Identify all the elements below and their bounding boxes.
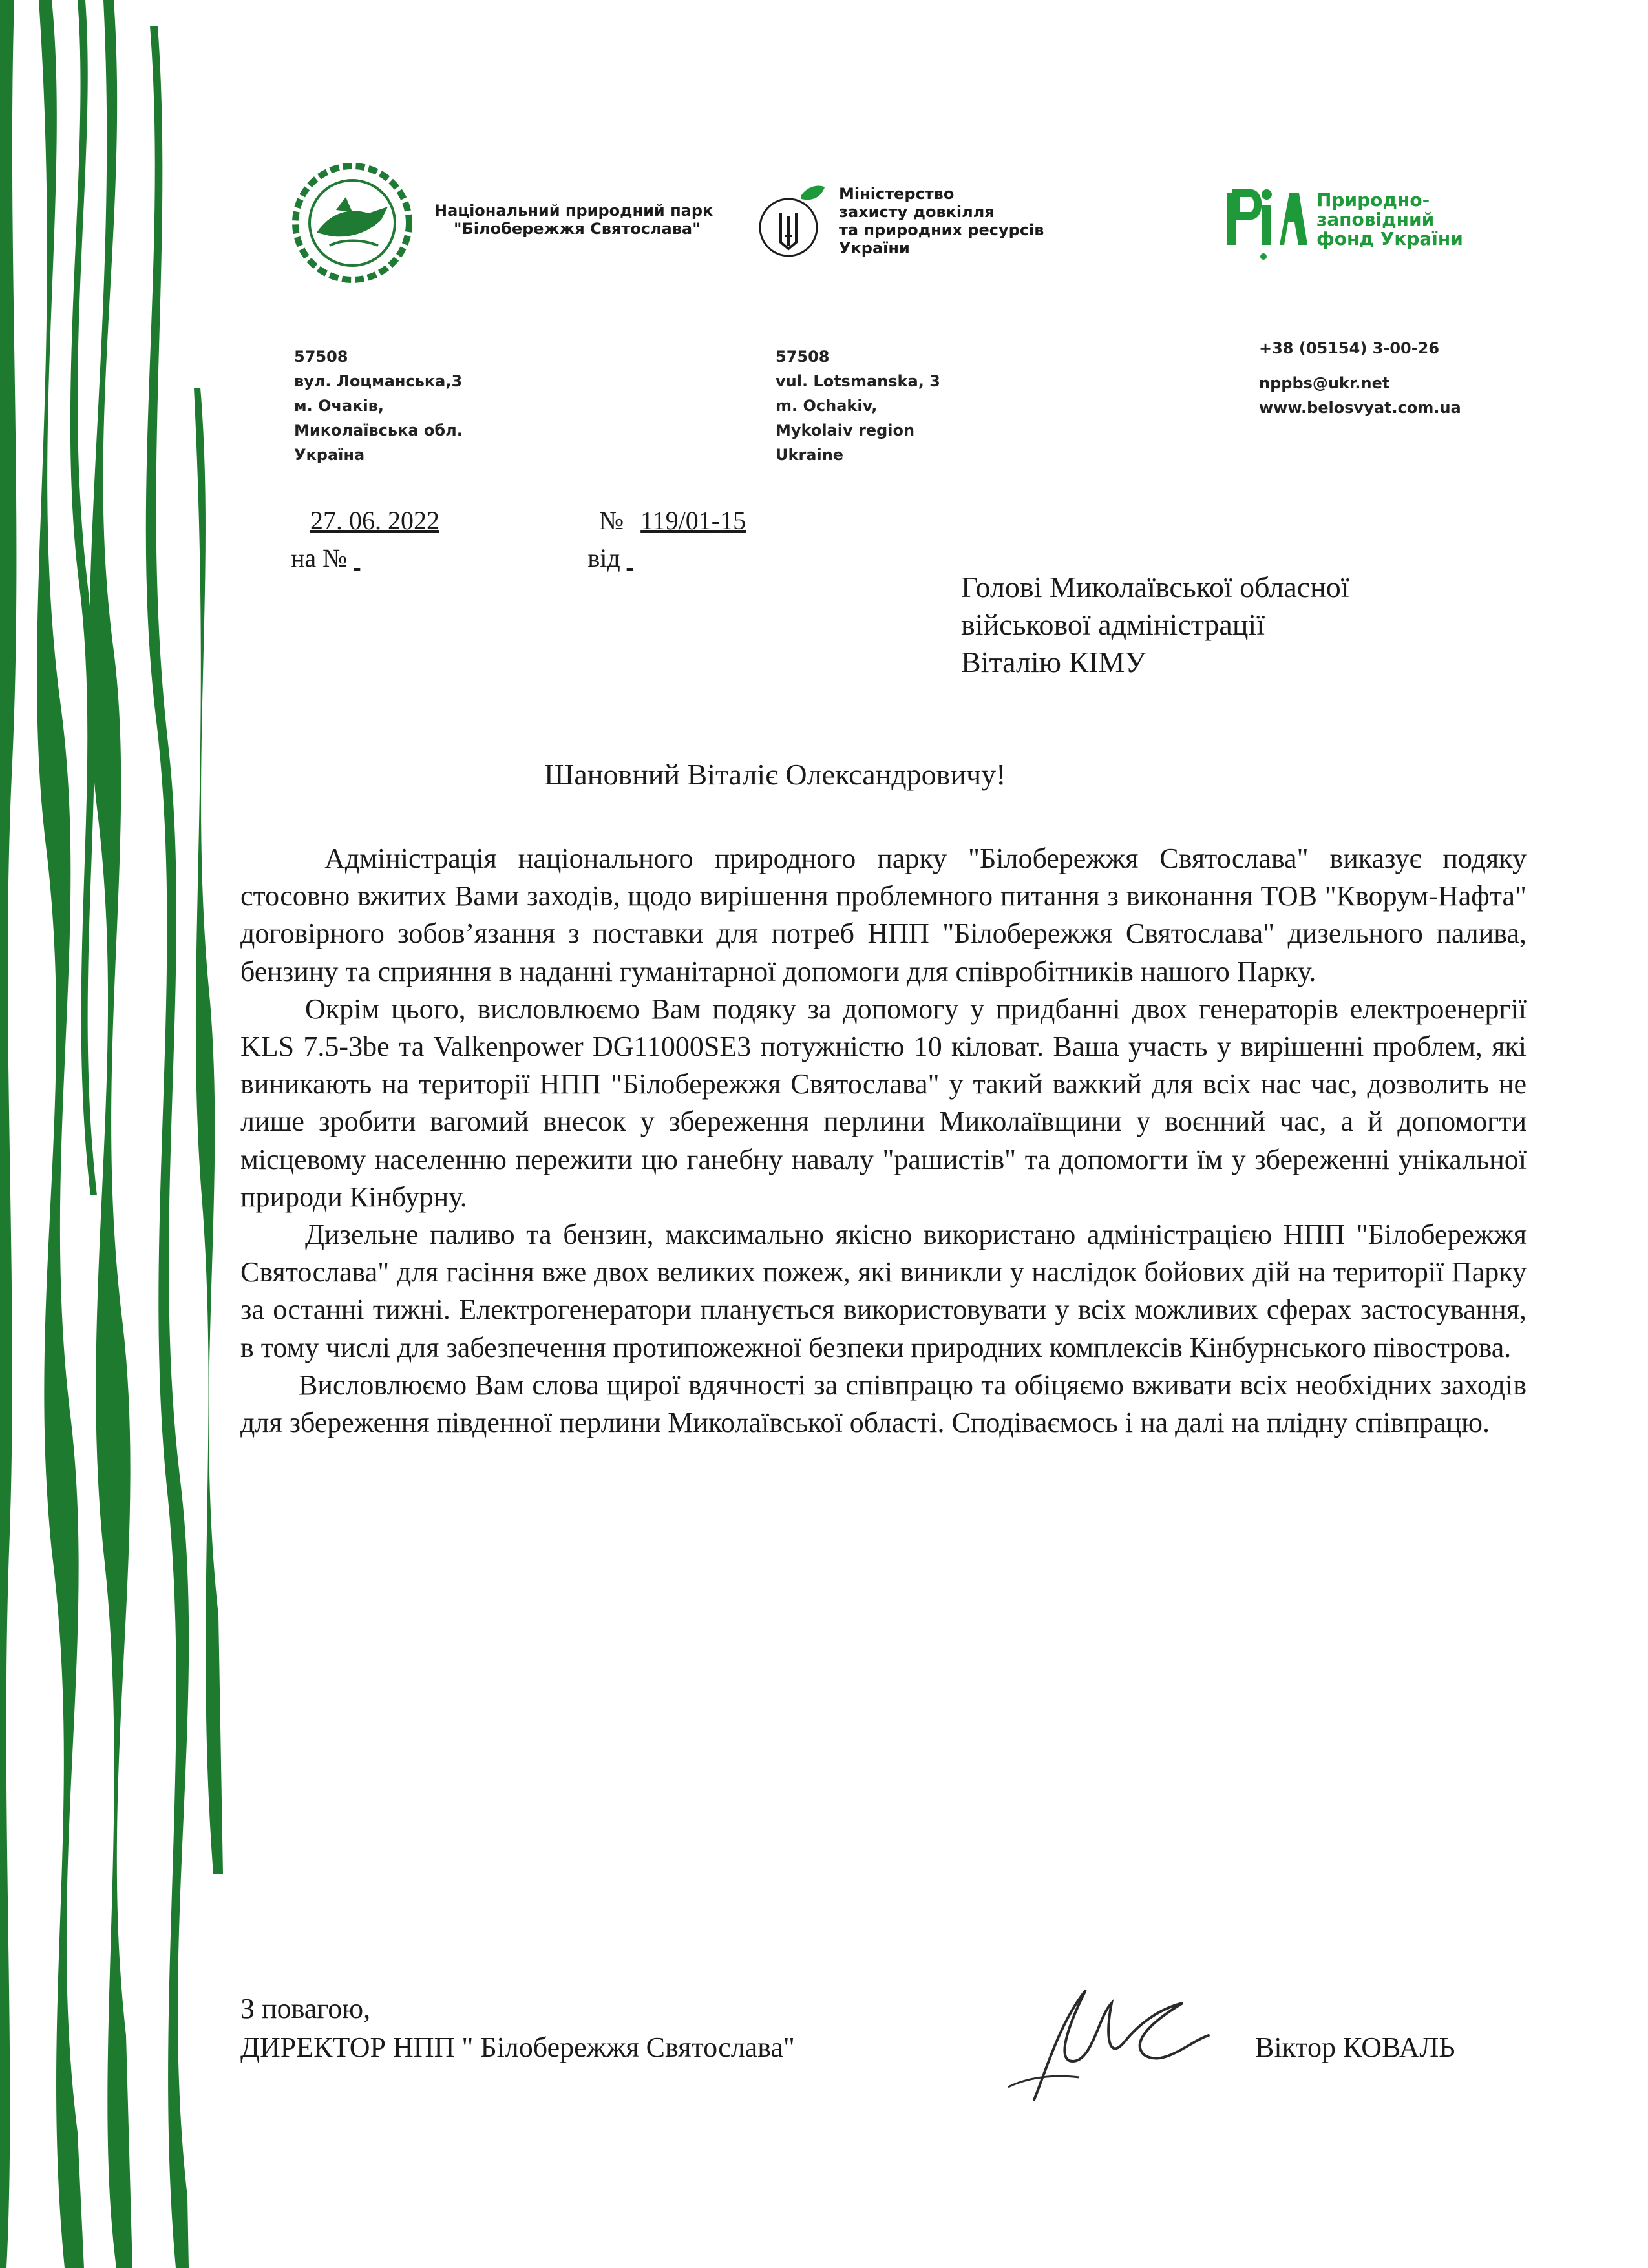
pzf-line3: фонд України	[1316, 228, 1463, 249]
address-en-line: m. Ochakiv,	[776, 397, 878, 415]
paragraph: Адміністрація національного природного парку "Білобережжя Святослава" виказує подяку стосовно вжитих Вами заходів, щодо вирішення проблемного питання з виконання ТОВ "Кворум-Нафта" договірного зобов’язання з поставки для потреб НПП "Білобережжя Святослава" дизельного палива, бензину та сприяння в наданні гуманітарної допомоги для співробітників нашого Парку.	[240, 843, 1527, 987]
address-ua-line: Україна	[294, 446, 365, 464]
park-emblem-icon	[291, 162, 414, 284]
contacts	[1259, 336, 1461, 420]
contact-phone: +38 (05154) 3-00-26	[1259, 339, 1440, 357]
registration-line-2	[291, 543, 795, 573]
ministry-line1: Міністерство	[839, 185, 955, 203]
pzf-logo-icon	[1225, 187, 1309, 261]
letter-body	[240, 840, 1527, 1442]
recipient-line: Віталію КІМУ	[961, 646, 1146, 678]
contact-website: www.belosvyat.com.ua	[1259, 399, 1461, 417]
paragraph: Окрім цього, висловлюємо Вам подяку за допомогу у придбанні двох генераторів електроенергії KLS 7.5-3be та Valkenpower DG11000SE3 потужністю 10 кіловат. Ваша участь у вирішенні проблем, які виникають на території НПП "Білобережжя Святослава" у такий важкий для всіх нас час, дозволить не лише зробити вагомий внесок у збереження перлини Миколаївщини у воєнний час, а й допомогти місцевому населенню пережити цю ганебну навалу "рашистів" та допомогти їм у збереженні унікальної природи Кінбурну.	[240, 992, 1527, 1213]
director-name: Віктор КОВАЛЬ	[1255, 2032, 1455, 2063]
closing-regards: З повагою,	[240, 1993, 371, 2024]
paragraph: Дизельне паливо та бензин, максимально якісно використано адміністрацією НПП "Білобережжя Святослава" для гасіння вже двох великих пожеж, які виникли у наслідок бойових дій на території Парку за останні тижні. Електрогенератори планується використовувати у всіх можливих сферах застосування, в тому числі для забезпечення протипожежної безпеки природних комплексів Кінбурнського півострова.	[240, 1219, 1527, 1363]
reference-label: на №	[291, 543, 348, 572]
reference-blank	[354, 543, 573, 573]
contact-email: nppbs@ukr.net	[1259, 374, 1390, 392]
from-label: від	[587, 543, 620, 572]
park-logo-line1: Національний природний парк	[434, 202, 713, 220]
address-english	[776, 344, 940, 467]
recipient-block	[961, 569, 1349, 681]
decorative-green-stripes	[0, 0, 233, 2268]
paragraph: Висловлюємо Вам слова щирої вдячності за співпрацю та обіцяємо вживати всіх необхідних заходів для збереження південної перлини Миколаївської області. Сподіваємось і на далі на плідну співпрацю.	[240, 1369, 1527, 1439]
address-en-line: Mykolaiv region	[776, 421, 915, 439]
address-en-line: 57508	[776, 348, 830, 366]
letter-number: 119/01-15	[640, 506, 746, 535]
ministry-logo	[756, 181, 1105, 271]
trident-leaf-icon	[756, 181, 827, 265]
recipient-line: військової адміністрації	[961, 608, 1265, 641]
pzf-line2: заповідний	[1316, 209, 1435, 230]
address-ua-line: м. Очаків,	[294, 397, 384, 415]
address-ua-line: вул. Лоцманська,3	[294, 372, 463, 390]
address-en-line: vul. Lotsmanska, 3	[776, 372, 940, 390]
from-blank	[627, 543, 795, 573]
address-ua-line: 57508	[294, 348, 348, 366]
address-ukrainian	[294, 344, 463, 467]
park-logo-line2: "Білобережжя Святослава"	[454, 220, 701, 238]
ministry-line3: та природних ресурсів	[839, 221, 1044, 239]
address-ua-line: Миколаївська обл.	[294, 421, 463, 439]
park-logo	[291, 162, 713, 291]
recipient-line: Голові Миколаївської обласної	[961, 571, 1349, 604]
director-position: ДИРЕКТОР НПП " Білобережжя Святослава"	[240, 2032, 795, 2063]
handwritten-signature	[995, 1964, 1215, 2113]
ministry-line4: України	[839, 239, 910, 257]
number-label: №	[599, 506, 624, 535]
pzf-logo	[1225, 184, 1496, 275]
salutation: Шановний Віталіє Олександровичу!	[544, 758, 1006, 791]
registration-line-1	[310, 505, 808, 536]
letter-date: 27. 06. 2022	[310, 506, 439, 535]
pzf-line1: Природно-	[1316, 189, 1430, 211]
ministry-line2: захисту довкілля	[839, 203, 995, 221]
address-en-line: Ukraine	[776, 446, 844, 464]
